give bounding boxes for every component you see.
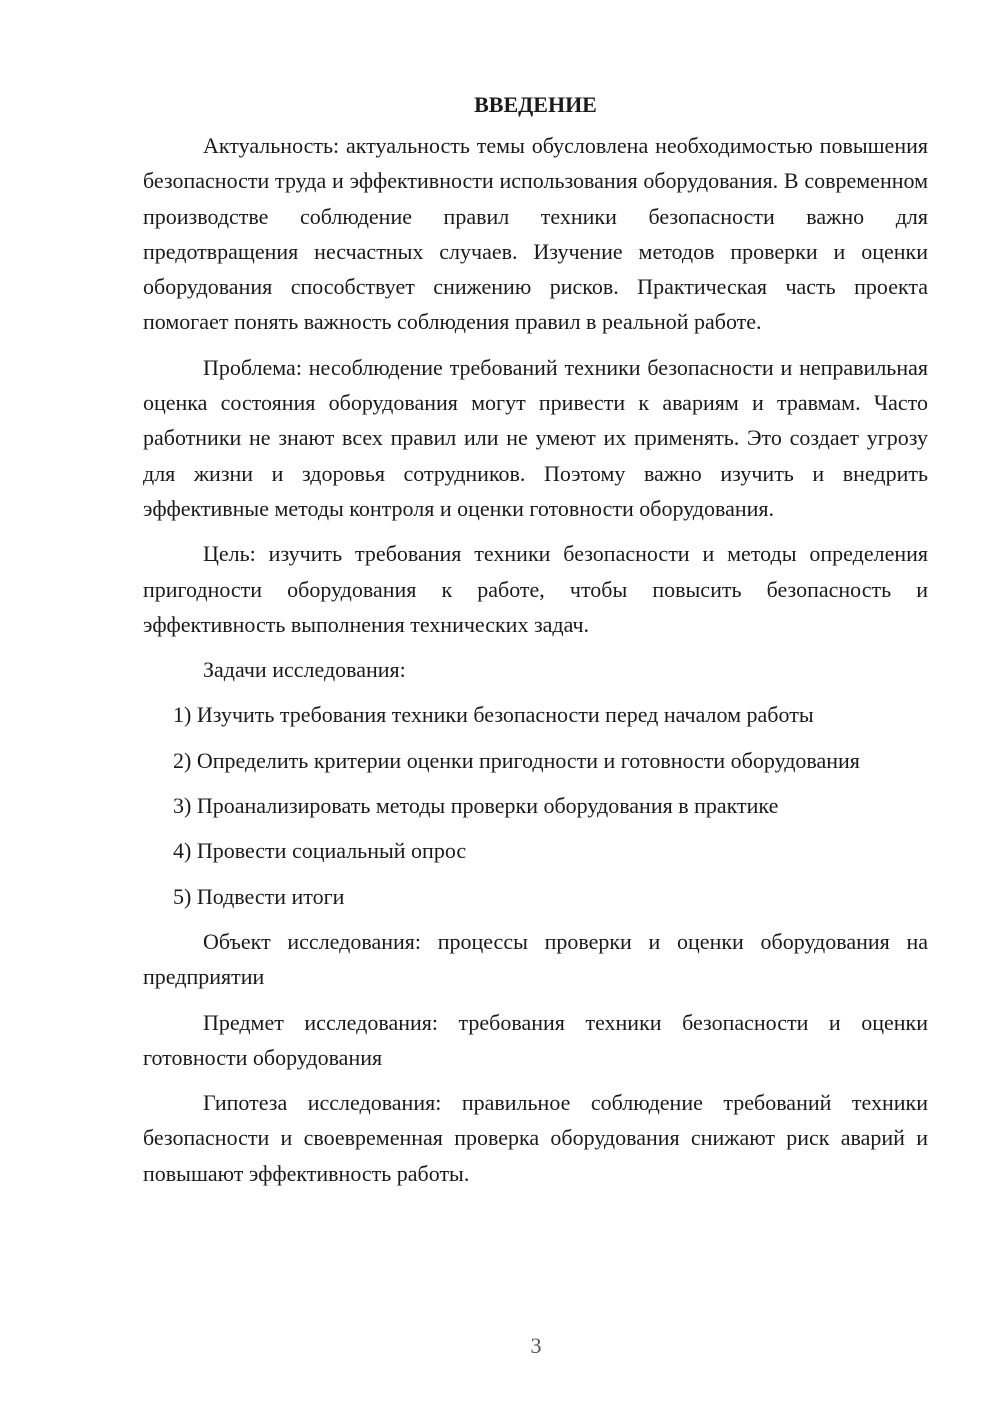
- task-item-5: 5) Подвести итоги: [173, 883, 345, 909]
- task-item-1: 1) Изучить требования техники безопасности перед началом работы: [173, 702, 814, 728]
- tasks-heading: Задачи исследования:: [203, 657, 406, 683]
- paragraph-hypothesis: Гипотеза исследования: правильное соблюдение требований техники безопасности и своевременная проверка оборудования снижают риск аварий и повышают эффективность работы.: [143, 1090, 928, 1186]
- document-title: ВВЕДЕНИЕ: [474, 92, 597, 117]
- task-item-3: 3) Проанализировать методы проверки оборудования в практике: [173, 793, 779, 819]
- task-item-2: 2) Определить критерии оценки пригодности и готовности оборудования: [173, 747, 860, 773]
- paragraph-goal: Цель: изучить требования техники безопасности и методы определения пригодности оборудования к работе, чтобы повысить безопасность и эффективность выполнения технических задач.: [143, 541, 928, 637]
- paragraph-object: Объект исследования: процессы проверки и оценки оборудования на предприятии: [143, 928, 928, 990]
- page-number: 3: [530, 1333, 542, 1358]
- document-page: [143, 90, 928, 1201]
- paragraph-problem: Проблема: несоблюдение требований техники безопасности и неправильная оценка состояния оборудования могут привести к авариям и травмам. Часто работники не знают всех правил или не умеют их применять. Это создает угрозу для жизни и здоровья сотрудников. Поэтому важно изучить и внедрить эффективные методы контроля и оценки готовности оборудования.: [143, 354, 928, 521]
- task-item-4: 4) Провести социальный опрос: [173, 838, 467, 864]
- paragraph-subject: Предмет исследования: требования техники безопасности и оценки готовности оборудования: [143, 1009, 928, 1070]
- paragraph-relevance: Актуальность: актуальность темы обусловлена необходимостью повышения безопасности труда и эффективности использования оборудования. В современном производстве соблюдение правил техники безопасности важно для предотвращения несчастных случаев. Изучение методов проверки и оценки оборудования способствует снижению рисков. Практическая часть проекта помогает понять важность соблюдения правил в реальной работе.: [143, 133, 928, 335]
